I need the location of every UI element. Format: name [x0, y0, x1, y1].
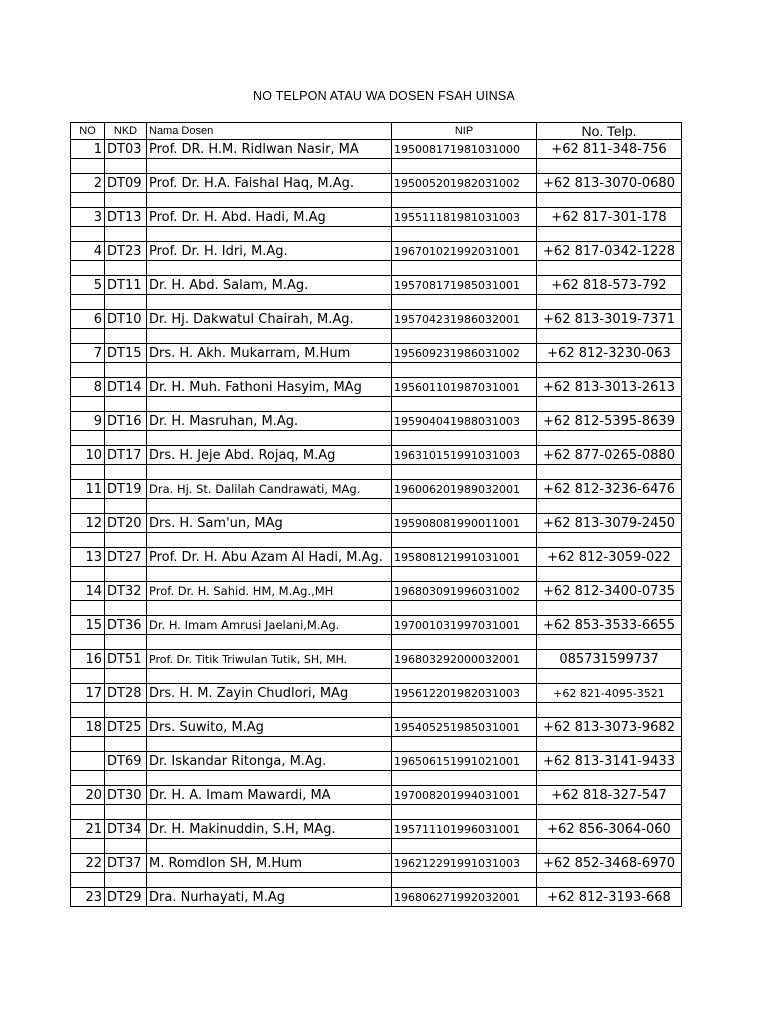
header-nkd: NKD [105, 123, 147, 140]
row-nama: Dr. H. Masruhan, M.Ag. [147, 412, 392, 431]
row-nama: Dr. Iskandar Ritonga, M.Ag. [147, 752, 392, 771]
empty-cell [105, 227, 147, 242]
row-nama: Dr. H. Makinuddin, S.H, MAg. [147, 820, 392, 839]
row-telp: +62 856-3064-060 [537, 820, 682, 839]
row-nip: 195808121991031001 [392, 548, 537, 567]
table-row [71, 684, 682, 703]
header-telp: No. Telp. [537, 123, 682, 140]
row-no: 10 [71, 446, 105, 465]
row-nip: 196212291991031003 [392, 854, 537, 873]
spacer-row [71, 363, 682, 378]
row-nkd: DT69 [105, 752, 147, 771]
row-telp: +62 813-3013-2613 [537, 378, 682, 397]
row-no: 9 [71, 412, 105, 431]
empty-cell [537, 261, 682, 276]
row-no [71, 752, 105, 771]
header-no: NO [71, 123, 105, 140]
row-nip: 196006201989032001 [392, 480, 537, 499]
row-nip: 195711101996031001 [392, 820, 537, 839]
table-row [71, 820, 682, 839]
row-nip: 196701021992031001 [392, 242, 537, 261]
table-row [71, 446, 682, 465]
empty-cell [105, 771, 147, 786]
row-nkd: DT25 [105, 718, 147, 737]
row-telp: +62 817-301-178 [537, 208, 682, 227]
empty-cell [71, 261, 105, 276]
row-nama: Drs. H. Akh. Mukarram, M.Hum [147, 344, 392, 363]
row-telp: +62 812-3059-022 [537, 548, 682, 567]
empty-cell [71, 193, 105, 208]
empty-cell [392, 295, 537, 310]
empty-cell [392, 227, 537, 242]
empty-cell [71, 635, 105, 650]
row-nip: 195904041988031003 [392, 412, 537, 431]
row-telp: +62 818-573-792 [537, 276, 682, 295]
empty-cell [392, 669, 537, 684]
row-nip: 196310151991031003 [392, 446, 537, 465]
empty-cell [71, 465, 105, 480]
row-nkd: DT13 [105, 208, 147, 227]
row-nama: Drs. H. Jeje Abd. Rojaq, M.Ag [147, 446, 392, 465]
empty-cell [105, 295, 147, 310]
empty-cell [71, 567, 105, 582]
spacer-row [71, 227, 682, 242]
empty-cell [71, 669, 105, 684]
empty-cell [537, 669, 682, 684]
empty-cell [105, 397, 147, 412]
empty-cell [537, 873, 682, 888]
row-nip: 195511181981031003 [392, 208, 537, 227]
row-nip: 195704231986032001 [392, 310, 537, 329]
row-nama: Dr. Hj. Dakwatul Chairah, M.Ag. [147, 310, 392, 329]
empty-cell [147, 737, 392, 752]
empty-cell [71, 159, 105, 174]
empty-cell [392, 567, 537, 582]
empty-cell [105, 805, 147, 820]
empty-cell [537, 601, 682, 616]
empty-cell [147, 839, 392, 854]
empty-cell [392, 533, 537, 548]
row-nama: Dr. H. Muh. Fathoni Hasyim, MAg [147, 378, 392, 397]
row-nama: Dr. H. A. Imam Mawardi, MA [147, 786, 392, 805]
empty-cell [537, 465, 682, 480]
empty-cell [147, 465, 392, 480]
empty-cell [71, 431, 105, 446]
empty-cell [392, 363, 537, 378]
row-nkd: DT51 [105, 650, 147, 669]
empty-cell [392, 329, 537, 344]
empty-cell [71, 499, 105, 514]
empty-cell [392, 431, 537, 446]
empty-cell [71, 397, 105, 412]
empty-cell [537, 805, 682, 820]
row-nama: Drs. H. M. Zayin Chudlori, MAg [147, 684, 392, 703]
empty-cell [537, 193, 682, 208]
empty-cell [392, 499, 537, 514]
empty-cell [71, 839, 105, 854]
row-nkd: DT23 [105, 242, 147, 261]
row-nama: Prof. Dr. Titik Triwulan Tutik, SH, MH. [147, 650, 392, 669]
row-no: 11 [71, 480, 105, 499]
table-header-row [71, 123, 682, 140]
empty-cell [147, 805, 392, 820]
row-telp: +62 812-3193-668 [537, 888, 682, 907]
row-nip: 195908081990011001 [392, 514, 537, 533]
row-nama: Dra. Nurhayati, M.Ag [147, 888, 392, 907]
table-row [71, 854, 682, 873]
row-telp: +62 852-3468-6970 [537, 854, 682, 873]
row-nama: Prof. Dr. H.A. Faishal Haq, M.Ag. [147, 174, 392, 193]
empty-cell [147, 159, 392, 174]
table-row [71, 140, 682, 159]
spacer-row [71, 669, 682, 684]
empty-cell [537, 703, 682, 718]
empty-cell [105, 737, 147, 752]
empty-cell [392, 601, 537, 616]
row-nkd: DT14 [105, 378, 147, 397]
empty-cell [392, 261, 537, 276]
empty-cell [392, 465, 537, 480]
row-no: 20 [71, 786, 105, 805]
empty-cell [105, 465, 147, 480]
empty-cell [537, 771, 682, 786]
spacer-row [71, 567, 682, 582]
empty-cell [147, 703, 392, 718]
table-row [71, 174, 682, 193]
empty-cell [105, 601, 147, 616]
empty-cell [71, 873, 105, 888]
row-nama: Prof. Dr. H. Abd. Hadi, M.Ag [147, 208, 392, 227]
table-row [71, 310, 682, 329]
empty-cell [147, 295, 392, 310]
row-no: 2 [71, 174, 105, 193]
row-nama: M. Romdlon SH, M.Hum [147, 854, 392, 873]
row-nip: 195405251985031001 [392, 718, 537, 737]
row-telp: 085731599737 [537, 650, 682, 669]
row-telp: +62 813-3141-9433 [537, 752, 682, 771]
empty-cell [105, 431, 147, 446]
row-nkd: DT29 [105, 888, 147, 907]
empty-cell [537, 499, 682, 514]
table-row [71, 616, 682, 635]
empty-cell [147, 363, 392, 378]
row-nip: 195612201982031003 [392, 684, 537, 703]
table-row [71, 786, 682, 805]
spacer-row [71, 431, 682, 446]
row-telp: +62 818-327-547 [537, 786, 682, 805]
table-row [71, 412, 682, 431]
spacer-row [71, 771, 682, 786]
row-no: 5 [71, 276, 105, 295]
empty-cell [537, 329, 682, 344]
row-nama: Prof. Dr. H. Idri, M.Ag. [147, 242, 392, 261]
row-nkd: DT03 [105, 140, 147, 159]
empty-cell [105, 567, 147, 582]
empty-cell [537, 363, 682, 378]
empty-cell [71, 329, 105, 344]
row-telp: +62 853-3533-6655 [537, 616, 682, 635]
empty-cell [537, 737, 682, 752]
empty-cell [147, 329, 392, 344]
empty-cell [537, 839, 682, 854]
row-telp: +62 812-5395-8639 [537, 412, 682, 431]
empty-cell [147, 533, 392, 548]
row-no: 6 [71, 310, 105, 329]
row-no: 3 [71, 208, 105, 227]
empty-cell [105, 329, 147, 344]
row-nama: Prof. DR. H.M. Ridlwan Nasir, MA [147, 140, 392, 159]
spacer-row [71, 839, 682, 854]
row-nama: Prof. Dr. H. Sahid. HM, M.Ag.,MH [147, 582, 392, 601]
row-nama: Dr. H. Imam Amrusi Jaelani,M.Ag. [147, 616, 392, 635]
table-row [71, 718, 682, 737]
empty-cell [105, 703, 147, 718]
empty-cell [71, 601, 105, 616]
empty-cell [147, 601, 392, 616]
spacer-row [71, 329, 682, 344]
empty-cell [392, 703, 537, 718]
empty-cell [105, 669, 147, 684]
row-nkd: DT28 [105, 684, 147, 703]
empty-cell [392, 635, 537, 650]
row-no: 4 [71, 242, 105, 261]
spacer-row [71, 465, 682, 480]
row-nip: 197008201994031001 [392, 786, 537, 805]
row-no: 14 [71, 582, 105, 601]
row-nip: 196806271992032001 [392, 888, 537, 907]
spacer-row [71, 499, 682, 514]
empty-cell [392, 397, 537, 412]
row-telp: +62 817-0342-1228 [537, 242, 682, 261]
empty-cell [147, 771, 392, 786]
header-nip: NIP [392, 123, 537, 140]
empty-cell [537, 635, 682, 650]
row-nkd: DT20 [105, 514, 147, 533]
row-no: 21 [71, 820, 105, 839]
empty-cell [147, 397, 392, 412]
row-no: 13 [71, 548, 105, 567]
row-nip: 195008171981031000 [392, 140, 537, 159]
spacer-row [71, 873, 682, 888]
empty-cell [71, 771, 105, 786]
row-nip: 197001031997031001 [392, 616, 537, 635]
empty-cell [147, 261, 392, 276]
row-nip: 196506151991021001 [392, 752, 537, 771]
empty-cell [392, 873, 537, 888]
empty-cell [105, 635, 147, 650]
row-nip: 196803292000032001 [392, 650, 537, 669]
empty-cell [537, 567, 682, 582]
table-row [71, 514, 682, 533]
empty-cell [392, 193, 537, 208]
spacer-row [71, 601, 682, 616]
spacer-row [71, 805, 682, 820]
row-telp: +62 813-3070-0680 [537, 174, 682, 193]
row-nip: 195609231986031002 [392, 344, 537, 363]
spacer-row [71, 159, 682, 174]
row-telp: +62 813-3073-9682 [537, 718, 682, 737]
row-telp: +62 821-4095-3521 [537, 684, 682, 703]
empty-cell [537, 159, 682, 174]
row-nip: 195708171985031001 [392, 276, 537, 295]
empty-cell [537, 397, 682, 412]
row-telp: +62 812-3230-063 [537, 344, 682, 363]
row-nama: Dra. Hj. St. Dalilah Candrawati, MAg. [147, 480, 392, 499]
table-row [71, 208, 682, 227]
row-nkd: DT11 [105, 276, 147, 295]
empty-cell [105, 533, 147, 548]
row-nama: Drs. H. Sam'un, MAg [147, 514, 392, 533]
row-nip: 196803091996031002 [392, 582, 537, 601]
row-no: 8 [71, 378, 105, 397]
row-nkd: DT34 [105, 820, 147, 839]
row-telp: +62 877-0265-0880 [537, 446, 682, 465]
row-nama: Drs. Suwito, M.Ag [147, 718, 392, 737]
table-row [71, 650, 682, 669]
header-nama: Nama Dosen [147, 123, 392, 140]
spacer-row [71, 261, 682, 276]
empty-cell [392, 737, 537, 752]
spacer-row [71, 737, 682, 752]
row-nkd: DT17 [105, 446, 147, 465]
table-row [71, 344, 682, 363]
table-row [71, 276, 682, 295]
row-nkd: DT16 [105, 412, 147, 431]
empty-cell [392, 159, 537, 174]
empty-cell [147, 227, 392, 242]
empty-cell [105, 193, 147, 208]
empty-cell [105, 839, 147, 854]
row-nkd: DT32 [105, 582, 147, 601]
empty-cell [147, 873, 392, 888]
table-row [71, 548, 682, 567]
empty-cell [147, 499, 392, 514]
empty-cell [392, 771, 537, 786]
row-telp: +62 813-3079-2450 [537, 514, 682, 533]
empty-cell [537, 431, 682, 446]
empty-cell [105, 261, 147, 276]
row-no: 23 [71, 888, 105, 907]
spacer-row [71, 397, 682, 412]
row-nkd: DT36 [105, 616, 147, 635]
empty-cell [105, 499, 147, 514]
empty-cell [392, 839, 537, 854]
empty-cell [147, 635, 392, 650]
table-row [71, 752, 682, 771]
row-nip: 195601101987031001 [392, 378, 537, 397]
empty-cell [105, 873, 147, 888]
empty-cell [71, 295, 105, 310]
empty-cell [147, 193, 392, 208]
empty-cell [105, 159, 147, 174]
document-title: NO TELPON ATAU WA DOSEN FSAH UINSA [253, 89, 515, 103]
row-nkd: DT37 [105, 854, 147, 873]
table-row [71, 582, 682, 601]
row-nama: Dr. H. Abd. Salam, M.Ag. [147, 276, 392, 295]
spacer-row [71, 295, 682, 310]
table-row [71, 888, 682, 907]
row-telp: +62 813-3019-7371 [537, 310, 682, 329]
empty-cell [537, 295, 682, 310]
spacer-row [71, 635, 682, 650]
empty-cell [147, 567, 392, 582]
row-no: 1 [71, 140, 105, 159]
row-nip: 195005201982031002 [392, 174, 537, 193]
empty-cell [71, 533, 105, 548]
row-no: 12 [71, 514, 105, 533]
empty-cell [147, 431, 392, 446]
empty-cell [71, 227, 105, 242]
row-no: 7 [71, 344, 105, 363]
spacer-row [71, 703, 682, 718]
row-no: 22 [71, 854, 105, 873]
row-nkd: DT19 [105, 480, 147, 499]
spacer-row [71, 193, 682, 208]
empty-cell [71, 737, 105, 752]
row-nama: Prof. Dr. H. Abu Azam Al Hadi, M.Ag. [147, 548, 392, 567]
spacer-row [71, 533, 682, 548]
row-no: 16 [71, 650, 105, 669]
row-nkd: DT30 [105, 786, 147, 805]
empty-cell [537, 227, 682, 242]
row-telp: +62 811-348-756 [537, 140, 682, 159]
row-nkd: DT09 [105, 174, 147, 193]
table-body [71, 123, 682, 907]
empty-cell [105, 363, 147, 378]
table-row [71, 480, 682, 499]
row-telp: +62 812-3400-0735 [537, 582, 682, 601]
empty-cell [392, 805, 537, 820]
row-nkd: DT10 [105, 310, 147, 329]
empty-cell [537, 533, 682, 548]
empty-cell [71, 703, 105, 718]
table-row [71, 242, 682, 261]
row-nkd: DT27 [105, 548, 147, 567]
lecturer-contact-table [70, 122, 682, 907]
row-nkd: DT15 [105, 344, 147, 363]
empty-cell [147, 669, 392, 684]
row-no: 15 [71, 616, 105, 635]
table-row [71, 378, 682, 397]
row-no: 17 [71, 684, 105, 703]
row-telp: +62 812-3236-6476 [537, 480, 682, 499]
row-no: 18 [71, 718, 105, 737]
empty-cell [71, 363, 105, 378]
empty-cell [71, 805, 105, 820]
